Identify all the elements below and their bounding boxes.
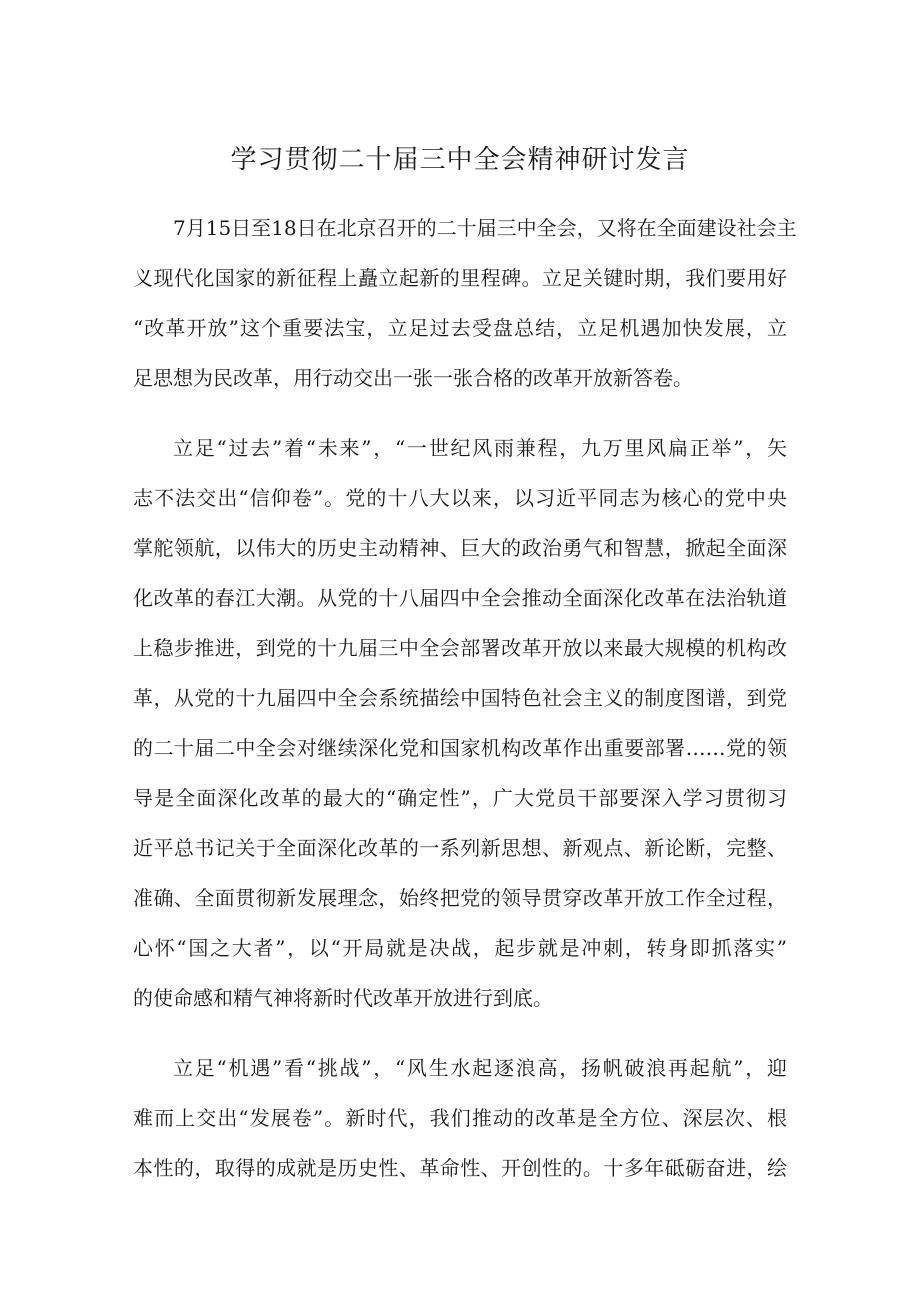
paragraph-line: 足思想为民改革，用行动交出一张一张合格的改革开放新答卷。	[133, 366, 693, 390]
paragraph-line: 立足“机遇”看“挑战”，“风生水起逐浪高，扬帆破浪再起航”，迎	[173, 1056, 787, 1080]
paragraph-line: 难而上交出“发展卷”。新时代，我们推动的改革是全方位、深层次、根	[133, 1106, 787, 1130]
paragraph-line: 心怀“国之大者”，以“开局就是决战，起步就是冲刺，转身即抓落实”	[133, 936, 787, 960]
paragraph-line: 本性的，取得的成就是历史性、革命性、开创性的。十多年砥砺奋进，绘	[133, 1156, 787, 1180]
paragraph-line: 革，从党的十九届四中全会系统描绘中国特色社会主义的制度图谱，到党	[133, 686, 787, 710]
paragraph-line: 近平总书记关于全面深化改革的一系列新思想、新观点、新论断，完整、	[133, 836, 787, 860]
paragraph-line: 导是全面深化改革的最大的“确定性”，广大党员干部要深入学习贯彻习	[133, 786, 787, 810]
paragraph-line: 的使命感和精气神将新时代改革开放进行到底。	[133, 986, 553, 1010]
paragraph-line: 准确、全面贯彻新发展理念，始终把党的领导贯穿改革开放工作全过程，	[133, 886, 787, 910]
paragraph-line: 掌舵领航，以伟大的历史主动精神、巨大的政治勇气和智慧，掀起全面深	[133, 536, 787, 560]
paragraph-line: 立足“过去”着“未来”，“一世纪风雨兼程，九万里风扁正举”，矢	[173, 436, 787, 460]
paragraph-line: “改革开放”这个重要法宝，立足过去受盘总结，立足机遇加快发展，立	[133, 316, 787, 340]
paragraph-line: 上稳步推进，到党的十九届三中全会部署改革开放以来最大规模的机构改	[133, 636, 787, 660]
paragraph-line: 的二十届二中全会对继续深化党和国家机构改革作出重要部署……党的领	[133, 736, 787, 760]
paragraph-line: 志不法交出“信仰卷”。党的十八大以来，以习近平同志为核心的党中央	[133, 486, 787, 510]
document-title: 学习贯彻二十届三中全会精神研讨发言	[230, 145, 690, 175]
paragraph-line: 7月15日至18日在北京召开的二十届三中全会，又将在全面建设社会主	[173, 216, 797, 240]
paragraph-line: 化改革的春江大潮。从党的十八届四中全会推动全面深化改革在法治轨道	[133, 586, 787, 610]
paragraph-line: 义现代化国家的新征程上矗立起新的里程碑。立足关键时期，我们要用好	[133, 266, 787, 290]
